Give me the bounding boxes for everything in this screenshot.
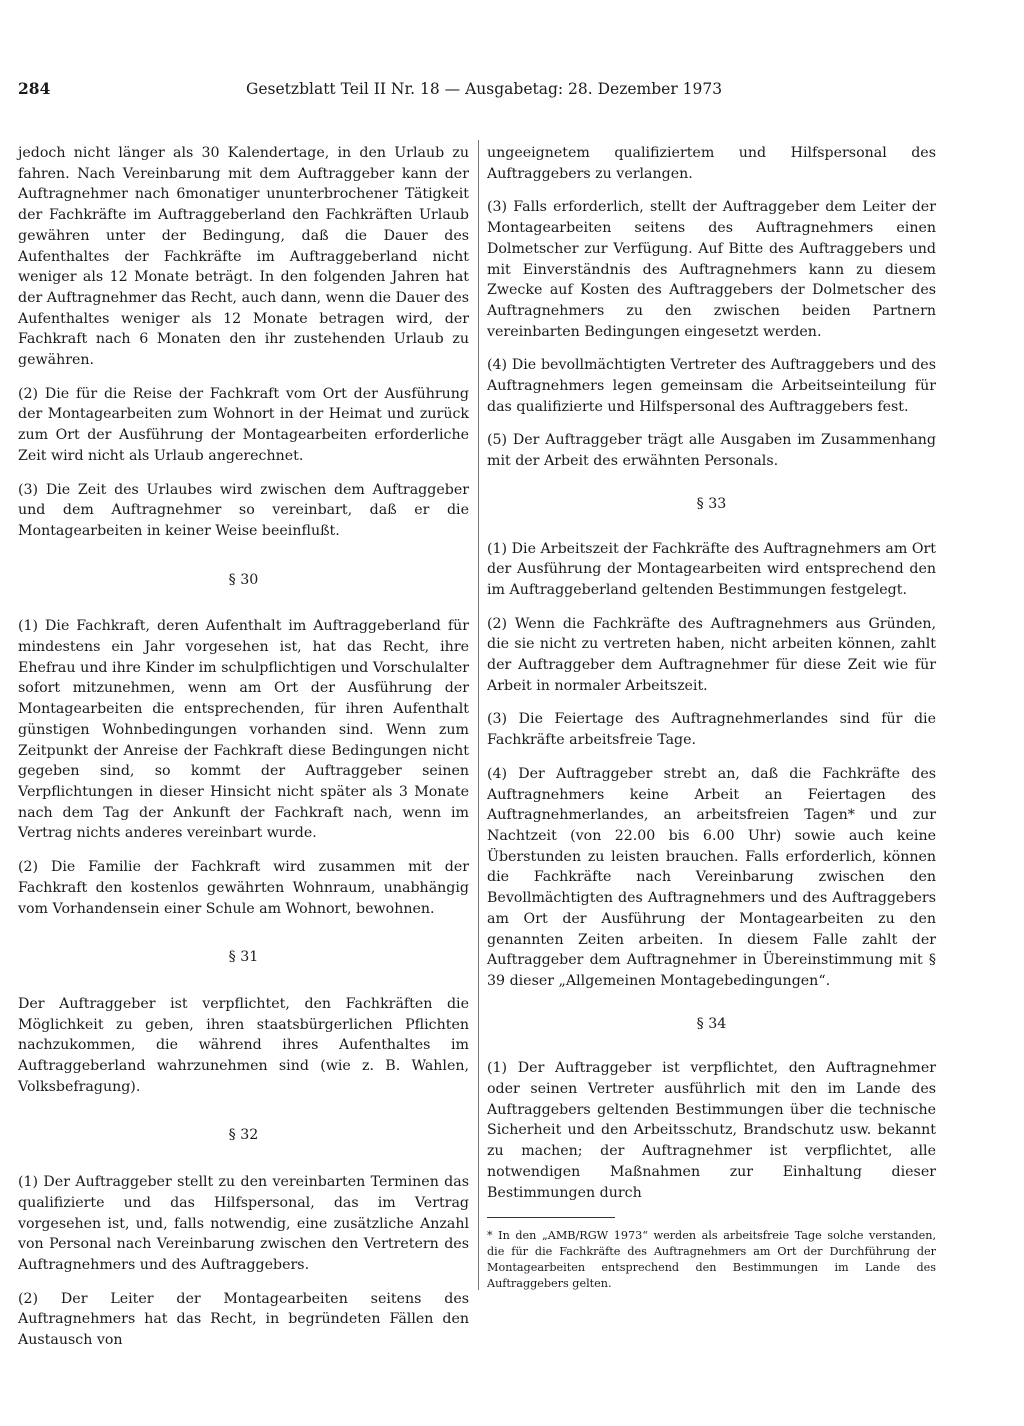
paragraph: jedoch nicht länger als 30 Kalendertage, in den Urlaub zu fahren. Nach Vereinbarung mit dem Auftraggeber kann der Auftragnehmer nach 6monatiger ununterbrochener Tätigkeit der Fachkräfte im Auftraggeberland den Fachkräften Urlaub gewähren unter der Bedingung, daß die Dauer des Aufenthaltes der Fachkräfte im Auftraggeberland nicht weniger als 12 Monate beträgt. In den folgenden Jahren hat der Auftragnehmer das Recht, auch dann, wenn die Dauer des Aufenthaltes weniger als 12 Monate betragen wird, der Fachkraft nach 6 Monaten den ihr zustehenden Urlaub zu gewähren. <box>18 145 469 369</box>
section-heading-33: § 33 <box>696 495 727 512</box>
paragraph: (1) Die Arbeitszeit der Fachkräfte des Auftragnehmers am Ort der Ausführung der Montagearbeiten wird entsprechend den im Auftraggeberland geltenden Bestimmungen festgelegt. <box>487 540 936 598</box>
paragraph: (3) Falls erforderlich, stellt der Auftraggeber dem Leiter der Montagearbeiten seitens des Auftragnehmers einen Dolmetscher zur Verfügung. Auf Bitte des Auftraggebers und mit Einverständnis des Auftragnehmers kann zu diesem Zwecke auf Kosten des Auftraggebers der Dolmetscher des Auftragnehmers zu den zwischen beiden Partnern vereinbarten Bedingungen eingesetzt werden. <box>487 199 936 340</box>
paragraph: (5) Der Auftraggeber trägt alle Ausgaben im Zusammenhang mit der Arbeit des erwähnten Personals. <box>487 432 936 470</box>
left-column <box>18 143 469 1364</box>
right-column <box>487 143 936 1292</box>
paragraph: (2) Der Leiter der Montagearbeiten seitens des Auftragnehmers hat das Recht, in begründeten Fällen den Austausch von <box>18 1290 469 1349</box>
paragraph: Der Auftraggeber ist verpflichtet, den Fachkräften die Möglichkeit zu geben, ihren staatsbürgerlichen Pflichten nachzukommen, die während ihres Aufenthaltes im Auftraggeberland wahrzunehmen sind (wie z. B. Wahlen, Volksbefragung). <box>18 995 469 1095</box>
paragraph: (1) Der Auftraggeber stellt zu den vereinbarten Terminen das qualifizierte und das Hilfspersonal, das im Vertrag vorgesehen ist, und, falls notwendig, eine zusätzliche Anzahl von Personal nach Vereinbarung zwischen den Vertretern des Auftragnehmers und des Auftraggebers. <box>18 1174 469 1273</box>
page-header <box>18 78 723 100</box>
paragraph: (2) Wenn die Fachkräfte des Auftragnehmers aus Gründen, die sie nicht zu vertreten haben, nicht arbeiten können, zahlt der Auftraggeber dem Auftragnehmer für diese Zeit wie für Arbeit in normaler Arbeitszeit. <box>487 615 936 694</box>
footnote-rule <box>487 1217 615 1218</box>
paragraph: ungeeignetem qualifiziertem und Hilfspersonal des Auftraggebers zu verlangen. <box>487 145 936 182</box>
column-divider <box>478 140 479 1290</box>
paragraph: (3) Die Zeit des Urlaubes wird zwischen dem Auftraggeber und dem Auftragnehmer so vereinbart, daß er die Montagearbeiten in keiner Weise beeinflußt. <box>18 481 469 539</box>
section-heading-32: § 32 <box>228 1127 259 1144</box>
section-heading-30: § 30 <box>228 571 259 588</box>
paragraph: (2) Die Familie der Fachkraft wird zusammen mit der Fachkraft den kostenlos gewährten Wohnraum, unabhängig vom Vorhandensein einer Schule am Wohnort, bewohnen. <box>18 859 469 917</box>
paragraph: (1) Die Fachkraft, deren Aufenthalt im Auftraggeberland für mindestens ein Jahr vorgesehen ist, hat das Recht, ihre Ehefrau und ihre Kinder im schulpflichtigen und Vorschulalter sofort mitzunehmen, wenn am Ort der Ausführung der Montagearbeiten die entsprechenden, für ihren Aufenthalt günstigen Wohnbedingungen vorhanden sind. Wenn zum Zeitpunkt der Anreise der Fachkraft diese Bedingungen nicht gegeben sind, so kommt der Auftraggeber seinen Verpflichtungen in dieser Hinsicht nicht später als 3 Monate nach dem Tag der Ankunft der Fachkraft nach, wenn im Vertrag nichts anderes vereinbart wurde. <box>18 618 469 842</box>
paragraph: (4) Der Auftraggeber strebt an, daß die Fachkräfte des Auftragnehmers keine Arbeit an Feiertagen des Auftragnehmerlandes, an arbeitsfreien Tagen* und zur Nachtzeit (von 22.00 bis 6.00 Uhr) sowie auch keine Überstunden zu leisten brauchen. Falls erforderlich, können die Fachkräfte nach Vereinbarung zwischen den Bevollmächtigten des Auftragnehmers und des Auftraggebers am Ort der Ausführung der Montagearbeiten zu den genannten Zeiten arbeiten. In diesem Falle zahlt der Auftraggeber dem Auftragnehmer in Übereinstimmung mit § 39 dieser „Allgemeinen Montagebedingungen“. <box>487 765 936 989</box>
section-heading-34: § 34 <box>696 1015 727 1032</box>
paragraph: (2) Die für die Reise der Fachkraft vom Ort der Ausführung der Montagearbeiten zum Wohnort in der Heimat und zurück zum Ort der Ausführung der Montagearbeiten erforderliche Zeit wird nicht als Urlaub angerechnet. <box>18 385 469 464</box>
paragraph: (1) Der Auftraggeber ist verpflichtet, den Auftragnehmer oder seinen Vertreter ausführlich mit den im Lande des Auftraggebers geltenden Bestimmungen über die technische Sicherheit und den Arbeitsschutz, Brandschutz usw. bekannt zu machen; der Auftragnehmer ist verpflichtet, alle notwendigen Maßnahmen zur Einhaltung dieser Bestimmungen durch <box>487 1060 936 1201</box>
page-number: 284 <box>18 79 51 98</box>
footnote: * In den „AMB/RGW 1973“ werden als arbeitsfreie Tage solche verstanden, die für die Fachkräfte des Auftragnehmers am Ort der Durchführung der Montagearbeiten entsprechend den Bestimmungen im Lande des Auftraggebers gelten. <box>487 1229 936 1291</box>
paragraph: (3) Die Feiertage des Auftragnehmerlandes sind für die Fachkräfte arbeitsfreie Tage. <box>487 711 936 749</box>
paragraph: (4) Die bevollmächtigten Vertreter des Auftraggebers und des Auftragnehmers legen gemeinsam die Arbeitseinteilung für das qualifizierte und Hilfspersonal des Auftraggebers fest. <box>487 357 936 415</box>
section-heading-31: § 31 <box>228 949 259 966</box>
gazette-title: Gesetzblatt Teil II Nr. 18 — Ausgabetag: 28. Dezember 1973 <box>246 80 723 98</box>
